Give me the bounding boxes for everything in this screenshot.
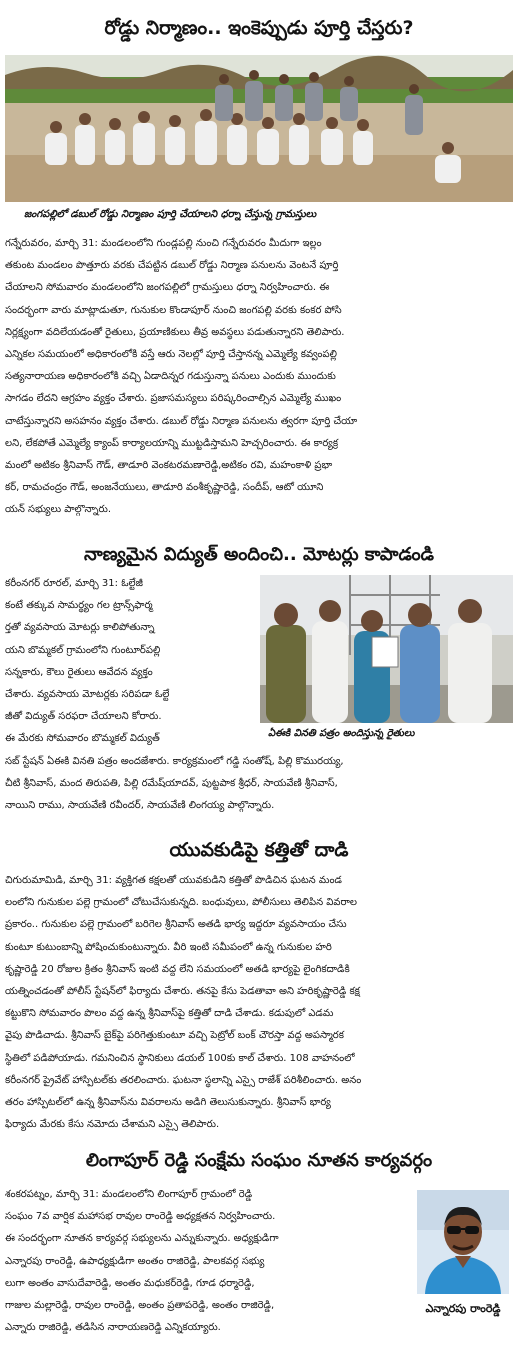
text-line: కట్టుకొని సోమవారం పొలం వద్ద ఉన్న శ్రీనివాస్‌పై కత్తితో దాడి చేశాడు. కడుపులో ఎడమ: [5, 1008, 334, 1020]
text-line: యత్నించడంతో పోలీస్ స్టేషన్‌లో ఫిర్యాదు చేశారు. తనపై కేసు పెడతావా అని హరికృష్ణారెడ్డి కక్ష: [5, 985, 360, 997]
text-line: సబ్ స్టేషన్ ఏఈకి వినతి పత్రం అందజేశారు. కార్యక్రమంలో గడ్డి సంతోష్, పిల్లి కొమురయ్య,: [5, 756, 344, 767]
text-line: చీటి శ్రీనివాస్, మంద తిరుపతి, పిల్లి రమేష్‌యాదవ్, పుట్టపాక శ్రీధర్, సాయవేణి శ్రీనివాస్,: [5, 778, 338, 790]
portrait-caption-name: ఎన్నారపు రాంరెడ్డి: [425, 1302, 501, 1315]
article-body-power-full: [5, 751, 513, 818]
headline-quality-power: నాణ్యమైన విద్యుత్ అందించి.. మోటర్లు కాపాడండి: [84, 544, 434, 565]
text-line: చేయాలని సోమవారం మండలంలోని జంగపల్లిలో గ్రామస్తులు ధర్నా నిర్వహించారు. ఈ: [5, 282, 330, 294]
text-line: ఈ మేరకు సోమవారం బొమ్మకల్ విద్యుత్: [5, 733, 160, 745]
text-line: శంకరపట్నం, మార్చి 31: మండలంలోని లింగాపూర్ గ్రామంలో రెడ్డి: [5, 1189, 253, 1200]
text-line: ఎన్నారపు రాంరెడ్డి, ఉపాధ్యక్షుడిగా అంతం రాజిరెడ్డి, పాలకవర్గ సభ్యు: [5, 1255, 265, 1267]
text-line: కర్, రామచంద్రం గౌడ్, అంజనేయులు, తాడూరి వంశీకృష్ణారెడ్డి, సందీప్, ఆటో యూని: [5, 482, 324, 494]
text-line: కుంటూ కుటుంబాన్ని పోషించుకుంటున్నారు. వీరి ఇంటి సమీపంలో ఉన్న గునుకుల హరి: [5, 941, 332, 953]
text-line: లంలోని గునుకుల పల్లె గ్రామంలో చోటుచేసుకున్నది. బంధువులు, పోలీసులు తెలిపిన వివరాల: [5, 897, 357, 909]
headline-reddy-sangham: లింగాపూర్ రెడ్డి సంక్షేమ సంఘం నూతన కార్యవర్గం: [85, 1150, 433, 1171]
text-line: నాయిని రాము, సాయవేణి రవీందర్, సాయవేణి లింగయ్య పాల్గొన్నారు.: [5, 800, 275, 812]
petition-scene-image: [260, 575, 513, 723]
text-line: తరం హాస్పిటల్‌లో ఉన్న శ్రీనివాస్‌ను వివరాలను అడిగి తెలుసుకున్నారు. శ్రీనివాస్ భార్య: [5, 1096, 331, 1108]
article-body-sangham: [5, 1184, 405, 1339]
text-line: మంలో అటికం శ్రీనివాస్ గౌడ్, తాడూరి వెంకటరమణారెడ్డి,అటికం రవి, మహంకాళి ప్రభా: [5, 459, 333, 471]
text-line: ఈ సందర్భంగా నూతన కార్యవర్గ సభ్యులను ఎన్నుకున్నారు. అధ్యక్షుడిగా: [5, 1233, 279, 1245]
text-line: తకుంట మండలం పొత్తూరు వరకు చేపట్టిన డబుల్ రోడ్డు నిర్మాణ పనులను వెంటనే పూర్తి: [5, 260, 339, 272]
text-line: యన్ సభ్యులు పాల్గొన్నారు.: [5, 504, 112, 516]
text-line: ఫిర్యాదు మేరకు కేసు నమోదు చేశామని ఎస్సై తెలిపారు.: [5, 1119, 220, 1131]
headline-knife-attack: యువకుడిపై కత్తితో దాడి: [169, 839, 349, 861]
text-line: యని బొమ్మకల్ గ్రామంలోని గుంటూర్‌పల్లి: [5, 644, 161, 656]
text-line: నిర్లక్ష్యంగా వదిలేయడంతో రైతులు, ప్రయాణికులు తీవ్ర అవస్థలు పడుతున్నారని తెలిపారు.: [5, 326, 345, 338]
text-line: వైపు పొడిచాడు. శ్రీనివాస్ బైక్‌పై పరిగెత్తుకుంటూ వచ్చి పెట్రోల్ బంక్ చౌరస్తా వద్ద అపస్మారక: [5, 1030, 344, 1042]
text-line: చేశారు. వ్యవసాయ మోటర్లకు సరిపడా ఓల్టే: [5, 688, 170, 700]
text-line: ర్తతో వ్యవసాయ మోటర్లు కాలిపోతున్నా: [5, 622, 155, 634]
headline-road-construction: రోడ్డు నిర్మాణం.. ఇంకెప్పుడు పూర్తి చేస్తరు?: [104, 17, 414, 39]
text-line: కృష్ణారెడ్డి 20 రోజుల క్రితం శ్రీనివాస్ ఇంటి వద్ద లేని సమయంలో అతడి భార్యపై లైంగికదాడికి: [5, 963, 350, 975]
text-line: లుగా అంతం వాసుదేవారెడ్డి, అంతం మధుకర్‌రెడ్డి, గూడ ధర్మారెడ్డి,: [5, 1277, 255, 1289]
protest-scene-image: [5, 55, 513, 202]
text-line: ఎన్నికల సమయంలో అధికారంలోకి వస్తే ఆరు నెలల్లో పూర్తి చేస్తానన్న ఎమ్మెల్యే కవ్వంపల్లి: [5, 348, 337, 360]
text-line: సంఘం 7వ వార్షిక మహాసభ రావుల రాంరెడ్డి అధ్యక్షతన నిర్వహించారు.: [5, 1211, 276, 1223]
text-line: స్థితిలో పడిపోయాడు. గమనించిన స్థానికులు డయల్ 100కు కాల్ చేశారు. 108 వాహనంలో: [5, 1052, 355, 1064]
photo-caption-power: ఏఈకి వినతి పత్రం అందిస్తున్న రైతులు: [268, 728, 415, 739]
text-line: సాగడం లేదని ఆగ్రహం వ్యక్తం చేశారు. ప్రజాసమస్యలు పరిష్కరించాల్సిన ఎమ్మెల్యే ముఖం: [5, 393, 342, 405]
text-line: చిగురుమామిడి, మార్చి 31: వ్యక్తిగత కక్షలతో యువకుడిని కత్తితో పొడిచిన ఘటన మండ: [5, 875, 342, 886]
text-line: గన్నేరువరం, మార్చి 31: మండలంలోని గుండ్లపల్లి నుంచి గన్నేరువరం మీదుగా ఇల్లం: [5, 238, 322, 249]
text-line: సన్నకారు, కౌలు రైతులు ఆవేదన వ్యక్తం: [5, 666, 153, 678]
text-line: గాజుల మల్లారెడ్డి, రావుల రాంరెడ్డి, అంతం ప్రతాపరెడ్డి, అంతం రాజిరెడ్డి,: [5, 1299, 275, 1311]
article-body-road: [5, 233, 513, 521]
photo-caption-road: జంగపల్లిలో డబుల్ రోడ్డు నిర్మాణం పూర్తి చేయాలని ధర్నా చేస్తున్న గ్రామస్తులు: [24, 209, 317, 220]
text-line: ప్రకారం.. గునుకుల పల్లె గ్రామంలో బరిగెల శ్రీనివాస్ అతడి భార్య ఇద్దరూ వ్యవసాయం చేసు: [5, 919, 347, 931]
photo-farmers-petition: [260, 575, 513, 723]
text-line: చాటేస్తున్నారని అసహనం వ్యక్తం చేశారు. డబుల్ రోడ్డు నిర్మాణ పనులను త్వరగా పూర్తి చేయా: [5, 415, 358, 427]
article-body-power-narrow: [5, 573, 255, 751]
portrait-image: [417, 1190, 509, 1294]
text-line: సత్యనారాయణ అధికారంలోకి వచ్చి ఏడాదిన్నర గడుస్తున్నా పనులు ఎందుకు ముందుకు: [5, 371, 336, 383]
text-line: కరీంనగర్ రూరల్, మార్చి 31: ఓల్టేజీ: [5, 578, 143, 589]
text-line: లని, లేకపోతే ఎమ్మెల్యే క్యాంప్ కార్యాలయాన్ని ముట్టడిస్తామని హెచ్చరించారు. ఈ కార్యక్ర: [5, 437, 339, 449]
text-line: జీతో విద్యుత్ సరఫరా చేయాలని కోరారు.: [5, 711, 162, 723]
photo-portrait-president: [417, 1190, 509, 1294]
text-line: కరీంనగర్ ప్రైవేట్ హాస్పిటల్‌కు తరలించారు. ఘటనా స్థలాన్ని ఎస్సై రాజేశ్ పరిశీలించారు. అనం: [5, 1074, 362, 1086]
text-line: ఎన్నారు రాజిరెడ్డి, తడిసిన నారాయణరెడ్డి ఎన్నికయ్యారు.: [5, 1322, 221, 1334]
article-body-attack: [5, 870, 513, 1136]
text-line: కంటే తక్కువ సామర్థ్యం గల ట్రాన్స్‌ఫార్మ: [5, 600, 153, 612]
photo-road-dharna: [5, 55, 513, 202]
text-line: సందర్భంగా వారు మాట్లాడుతూ, గునుకుల కొండాపూర్ నుంచి జంగపల్లి వరకు కంకర పోసి: [5, 304, 342, 316]
